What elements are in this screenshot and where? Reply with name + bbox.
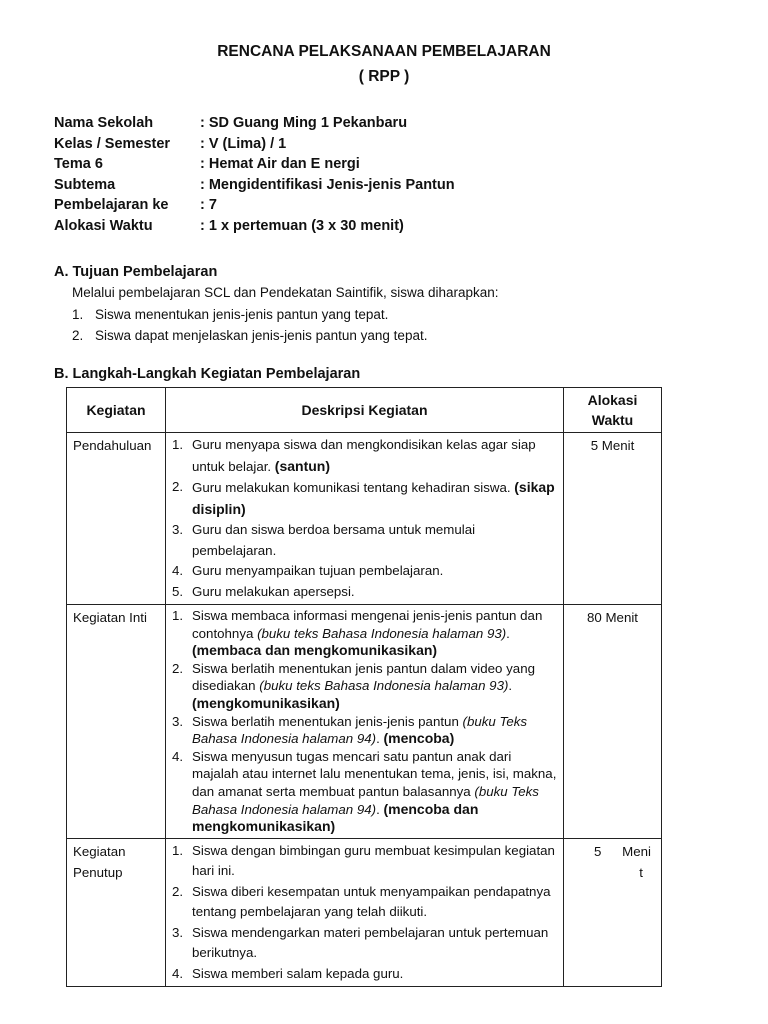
cell-alokasi: 5 Menit [564, 433, 662, 605]
cell-deskripsi [166, 838, 564, 987]
step-text [192, 748, 559, 836]
info-row-lesson [54, 195, 455, 216]
step-punct: . [376, 731, 384, 747]
step-body: Siswa membaca informasi mengenai jenis-jenis pantun dan contohnya [192, 608, 543, 641]
book-reference: (buku Teks Bahasa Indonesia halaman 94) [192, 713, 528, 747]
step-item [172, 561, 559, 582]
alokasi-split-line2 [594, 862, 657, 883]
step-number: 4. [172, 563, 184, 578]
step-body: Guru menyampaikan tujuan pembelajaran. [192, 563, 444, 578]
header-alokasi-line1: Alokasi [587, 392, 638, 408]
step-text: Siswa memberi salam kepada guru. [192, 965, 404, 981]
step-text [192, 660, 559, 713]
cell-deskripsi [166, 605, 564, 839]
section-a-intro: Melalui pembelajaran SCL dan Pendekatan Saintifik, siswa diharapkan: [72, 285, 499, 300]
info-label: Nama Sekolah [54, 115, 154, 131]
info-value: : Hemat Air dan E nergi [200, 156, 360, 172]
step-number: 4. [172, 965, 184, 981]
step-text [192, 607, 559, 660]
objectives-list [72, 305, 427, 346]
step-body: Siswa berlatih menentukan jenis pantun dalam video yang disediakan [192, 660, 535, 694]
step-note: (mengkomunikasikan) [192, 694, 340, 711]
step-item [172, 477, 559, 520]
step-text [192, 561, 559, 582]
step-number: 1. [172, 842, 184, 858]
book-reference: (buku teks Bahasa Indonesia halaman 93) [259, 678, 509, 694]
info-label: Alokasi Waktu [54, 217, 153, 234]
list-item [72, 326, 427, 347]
step-note: (sikap disiplin) [192, 479, 555, 517]
section-b-heading: B. Langkah-Langkah Kegiatan Pembelajaran [54, 366, 361, 382]
document-subtitle: ( RPP ) [358, 68, 410, 85]
info-value: : Mengidentifikasi Jenis-jenis Pantun [200, 176, 455, 193]
step-note: (santun) [274, 457, 331, 474]
step-number: 3. [172, 713, 184, 729]
info-label: Subtema [54, 176, 116, 193]
step-item [172, 964, 559, 985]
cell-alokasi [564, 838, 662, 987]
step-note: (mencoba dan mengkomunikasikan) [192, 800, 479, 835]
book-reference: (buku Teks Bahasa Indonesia halaman 94) [192, 783, 539, 817]
header-kegiatan: Kegiatan [67, 388, 166, 433]
step-punct: . [376, 801, 384, 817]
steps-list [172, 435, 559, 602]
step-number: 2. [172, 883, 184, 899]
info-value: : SD Guang Ming 1 Pekanbaru [200, 115, 408, 131]
steps-list [172, 841, 559, 985]
step-number: 2. [172, 660, 184, 676]
step-number: 1. [172, 608, 184, 623]
step-text [192, 477, 559, 520]
header-alokasi [564, 388, 662, 433]
cell-deskripsi [166, 433, 564, 605]
step-text: Siswa dengan bimbingan guru membuat kesimpulan kegiatan hari ini. [192, 842, 555, 879]
step-item [172, 713, 559, 748]
step-number: 4. [172, 748, 184, 764]
info-row-time [54, 216, 455, 237]
cell-kegiatan [67, 838, 166, 987]
identity-block [54, 113, 455, 236]
table-row [67, 605, 662, 839]
step-item [172, 660, 559, 713]
step-number: 1. [172, 437, 184, 452]
step-item [172, 582, 559, 603]
step-punct: . [506, 625, 510, 641]
step-item [172, 841, 559, 882]
step-text [192, 713, 559, 748]
section-a-heading: A. Tujuan Pembelajaran [54, 264, 218, 280]
step-number: 2. [172, 479, 184, 494]
step-note: (membaca dan mengkomunikasikan) [192, 642, 438, 659]
step-punct: . [508, 678, 513, 694]
step-item [172, 923, 559, 964]
table-header-row [67, 388, 662, 433]
info-label: Tema 6 [54, 156, 103, 172]
list-item [72, 305, 427, 326]
info-label: Kelas / Semester [54, 135, 171, 152]
step-note: (mencoba) [383, 730, 455, 747]
step-text [192, 582, 559, 603]
step-body: Guru melakukan komunikasi tentang kehadiran siswa. [192, 480, 515, 495]
info-value: : V (Lima) / 1 [200, 135, 287, 152]
step-text [192, 520, 559, 561]
list-text: Siswa menentukan jenis-jenis pantun yang tepat. [95, 307, 389, 322]
step-body: Siswa berlatih menentukan jenis-jenis pantun [192, 713, 463, 729]
step-body: Guru melakukan apersepsi. [192, 583, 355, 599]
list-number: 1. [72, 307, 84, 322]
cell-kegiatan-line1: Kegiatan [73, 843, 126, 859]
header-alokasi-line2: Waktu [591, 412, 634, 428]
table-row [67, 838, 662, 987]
activities-table [66, 387, 662, 987]
list-number: 2. [72, 327, 84, 343]
document-title: RENCANA PELAKSANAAN PEMBELAJARAN [217, 43, 551, 60]
info-label: Pembelajaran ke [54, 197, 169, 213]
info-row-class [54, 134, 455, 155]
step-body: Siswa menyusun tugas mencari satu pantun anak dari majalah atau internet lalu menentukan tema, jenis, isi, makna, dan amanat serta membuat pantun balasannya [192, 748, 557, 799]
step-item [172, 748, 559, 836]
step-text [192, 435, 559, 477]
alokasi-unit-part1: Meni [622, 843, 651, 859]
info-value: : 1 x pertemuan (3 x 30 menit) [200, 217, 404, 234]
step-item [172, 435, 559, 477]
book-reference: (buku teks Bahasa Indonesia halaman 93) [257, 625, 507, 641]
info-row-school [54, 113, 455, 134]
alokasi-split-line1 [594, 841, 657, 862]
step-text: Siswa mendengarkan materi pembelajaran untuk pertemuan berikutnya. [192, 924, 549, 961]
cell-alokasi: 80 Menit [564, 605, 662, 839]
alokasi-number: 5 [594, 843, 602, 859]
list-text: Siswa dapat menjelaskan jenis-jenis pantun yang tepat. [95, 327, 428, 343]
step-item [172, 882, 559, 923]
table-row [67, 433, 662, 605]
step-number: 3. [172, 924, 184, 940]
cell-kegiatan: Pendahuluan [67, 433, 166, 605]
steps-list [172, 607, 559, 836]
cell-kegiatan-line2: Penutup [73, 864, 123, 880]
header-deskripsi: Deskripsi Kegiatan [166, 388, 564, 433]
cell-kegiatan: Kegiatan Inti [67, 605, 166, 839]
alokasi-unit-part2: t [639, 864, 643, 880]
info-value: : 7 [200, 197, 217, 213]
step-item [172, 520, 559, 561]
step-item [172, 607, 559, 660]
info-row-subtheme [54, 175, 455, 196]
step-body: Guru dan siswa berdoa bersama untuk memulai pembelajaran. [192, 522, 476, 558]
step-text: Siswa diberi kesempatan untuk menyampaikan pendapatnya tentang pembelajaran yang telah diikuti. [192, 883, 551, 920]
info-row-theme [54, 154, 455, 175]
step-number: 3. [172, 522, 184, 537]
step-body: Guru menyapa siswa dan mengkondisikan kelas agar siap untuk belajar. [192, 437, 536, 474]
step-number: 5. [172, 583, 184, 599]
